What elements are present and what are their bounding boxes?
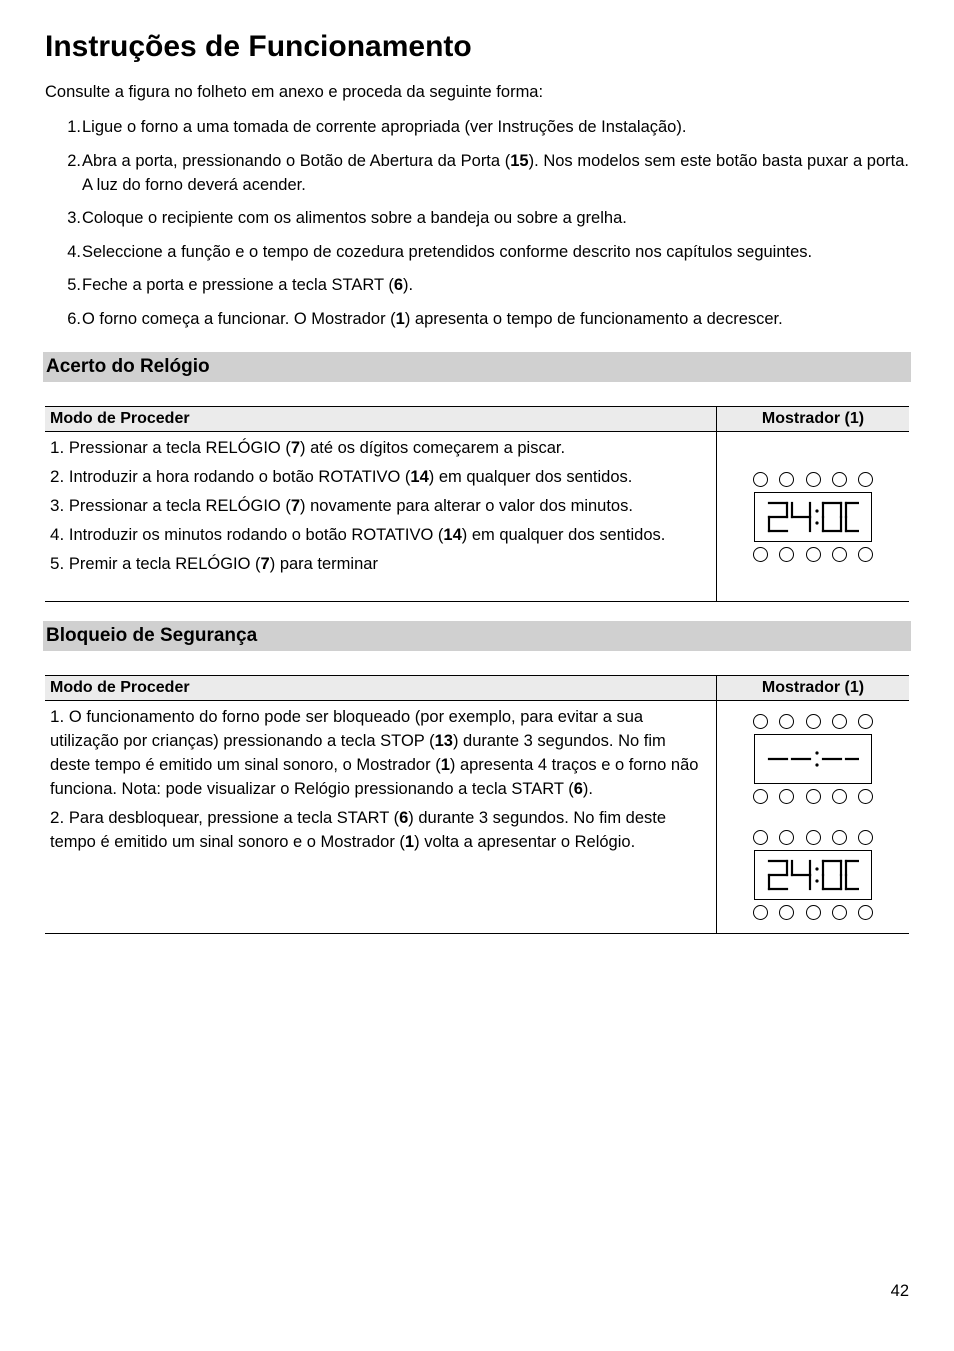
- page-title: Instruções de Funcionamento: [45, 30, 472, 63]
- indicator-light-icon: [832, 830, 847, 845]
- indicator-light-icon: [806, 472, 821, 487]
- clock-procedure-table: [45, 406, 909, 602]
- list-item-number: 2.: [67, 151, 81, 170]
- indicator-light-icon: [858, 472, 873, 487]
- indicator-light-icon: [779, 714, 794, 729]
- clock-display-cell: [717, 432, 910, 602]
- list-item-number: 5.: [67, 276, 81, 294]
- indicator-row-bottom: [751, 789, 875, 804]
- colon-dot: [815, 509, 818, 512]
- indicator-row-bottom: [751, 547, 875, 562]
- indicator-light-icon: [858, 905, 873, 920]
- indicator-light-icon: [779, 789, 794, 804]
- list-item: [45, 149, 909, 197]
- digit: [846, 861, 859, 889]
- list-item: [45, 307, 909, 331]
- procedure-step: [50, 523, 708, 547]
- colon-dot: [815, 763, 818, 766]
- procedure-step-text: Pressionar a tecla RELÓGIO (7) novamente para alterar o valor dos minutos.: [68, 497, 633, 515]
- list-item-text: O forno começa a funcionar. O Mostrador (1) apresenta o tempo de funcionamento a decrescer.: [82, 309, 783, 328]
- colon-dot: [815, 879, 818, 882]
- lock-col-display: Mostrador (1): [717, 676, 910, 701]
- list-item-number: 6.: [67, 309, 81, 328]
- lock-display-cell: [717, 701, 910, 934]
- display-panel-unlocked: [751, 830, 875, 920]
- indicator-light-icon: [753, 472, 768, 487]
- indicator-light-icon: [858, 830, 873, 845]
- procedure-step-text: Premir a tecla RELÓGIO (7) para terminar: [68, 555, 378, 573]
- indicator-light-icon: [753, 789, 768, 804]
- digit: [823, 503, 841, 531]
- indicator-light-icon: [832, 905, 847, 920]
- procedure-step-number: 5.: [50, 554, 69, 573]
- intro-text: Consulte a figura no folheto em anexo e proceda da seguinte forma:: [45, 83, 544, 101]
- operation-steps-list: [45, 115, 909, 340]
- indicator-light-icon: [806, 905, 821, 920]
- indicator-row-top: [751, 472, 875, 487]
- seven-segment-digits: [767, 740, 859, 778]
- indicator-light-icon: [832, 714, 847, 729]
- list-item-text: Ligue o forno a uma tomada de corrente apropriada (ver Instruções de Instalação).: [82, 118, 687, 136]
- indicator-light-icon: [832, 789, 847, 804]
- indicator-light-icon: [858, 714, 873, 729]
- indicator-light-icon: [832, 472, 847, 487]
- clock-steps-cell: [45, 432, 717, 602]
- digit: [792, 503, 810, 531]
- lock-col-procedure: Modo de Proceder: [45, 676, 717, 701]
- indicator-light-icon: [753, 547, 768, 562]
- procedure-step: [50, 436, 708, 460]
- display-panel-locked: [751, 714, 875, 804]
- list-item-number: 1.: [67, 118, 81, 136]
- digit: [769, 503, 787, 531]
- procedure-step: [50, 806, 708, 854]
- indicator-row-bottom: [751, 905, 875, 920]
- colon-dot: [815, 751, 818, 754]
- list-item: [45, 206, 909, 230]
- indicator-light-icon: [779, 472, 794, 487]
- lock-procedure-table: [45, 675, 909, 934]
- procedure-step-text: Introduzir os minutos rodando o botão ROTATIVO (14) em qualquer dos sentidos.: [68, 526, 666, 544]
- procedure-step-text: O funcionamento do forno pode ser bloqueado (por exemplo, para evitar a sua utilização por crianças) pressionando a tecla STOP (13) durante 3 segundos. No fim deste tempo é emitido um sinal sonoro, o Mostrador (1) apresenta 4 traços e o forno não funciona. Nota: pode visualizar o Relógio pressionando a tecla START (6).: [50, 708, 699, 798]
- section-heading-clock: Acerto do Relógio: [43, 352, 911, 382]
- indicator-light-icon: [806, 547, 821, 562]
- procedure-step: [50, 494, 708, 518]
- list-item: [45, 273, 909, 297]
- list-item-text: Seleccione a função e o tempo de cozedura pretendidos conforme descrito nos capítulos seguintes.: [82, 242, 813, 261]
- procedure-step-number: 1.: [50, 438, 69, 457]
- indicator-light-icon: [779, 905, 794, 920]
- indicator-light-icon: [806, 789, 821, 804]
- procedure-step-text: Pressionar a tecla RELÓGIO (7) até os dígitos começarem a piscar.: [68, 439, 566, 457]
- procedure-step-number: 4.: [50, 525, 69, 544]
- procedure-step-text: Para desbloquear, pressione a tecla START (6) durante 3 segundos. No fim deste tempo é emitido um sinal sonoro e o Mostrador (1) volta a apresentar o Relógio.: [50, 809, 667, 851]
- display-panel: [751, 472, 875, 562]
- list-item-text: Coloque o recipiente com os alimentos sobre a bandeja ou sobre a grelha.: [82, 209, 627, 227]
- indicator-light-icon: [753, 714, 768, 729]
- list-item-number: 4.: [67, 242, 81, 261]
- procedure-step-number: 3.: [50, 496, 69, 515]
- seven-segment-digits: [767, 498, 859, 536]
- indicator-light-icon: [753, 905, 768, 920]
- procedure-step-text: Introduzir a hora rodando o botão ROTATIVO (14) em qualquer dos sentidos.: [68, 468, 633, 486]
- indicator-light-icon: [806, 714, 821, 729]
- clock-col-procedure: Modo de Proceder: [45, 407, 717, 432]
- display-screen-unlocked: [754, 850, 872, 900]
- digit: [823, 861, 841, 889]
- indicator-light-icon: [779, 830, 794, 845]
- procedure-step-number: 2.: [50, 467, 69, 486]
- indicator-light-icon: [858, 547, 873, 562]
- indicator-light-icon: [858, 789, 873, 804]
- clock-col-display: Mostrador (1): [717, 407, 910, 432]
- procedure-step: [50, 705, 708, 801]
- display-screen-locked: [754, 734, 872, 784]
- list-item: [45, 240, 909, 264]
- display-screen: [754, 492, 872, 542]
- procedure-step-number: 1.: [50, 707, 69, 726]
- indicator-light-icon: [779, 547, 794, 562]
- procedure-step: [50, 465, 708, 489]
- digit: [846, 503, 859, 531]
- indicator-row-top: [751, 714, 875, 729]
- digit: [769, 861, 787, 889]
- list-item-number: 3.: [67, 209, 81, 227]
- list-item-text: Feche a porta e pressione a tecla START (6).: [82, 276, 414, 294]
- procedure-step: [50, 552, 708, 576]
- page-number: 42: [890, 1282, 909, 1300]
- seven-segment-digits: [767, 856, 859, 894]
- lock-steps-cell: [45, 701, 717, 934]
- digit: [792, 861, 810, 889]
- indicator-light-icon: [832, 547, 847, 562]
- colon-dot: [815, 867, 818, 870]
- indicator-light-icon: [753, 830, 768, 845]
- list-item: [45, 115, 909, 139]
- colon-dot: [815, 521, 818, 524]
- indicator-light-icon: [806, 830, 821, 845]
- procedure-step-number: 2.: [50, 808, 69, 827]
- indicator-row-top: [751, 830, 875, 845]
- section-heading-lock: Bloqueio de Segurança: [43, 621, 911, 651]
- list-item-text: Abra a porta, pressionando o Botão de Abertura da Porta (15). Nos modelos sem este botão basta puxar a porta. A luz do forno deverá acender.: [82, 151, 909, 194]
